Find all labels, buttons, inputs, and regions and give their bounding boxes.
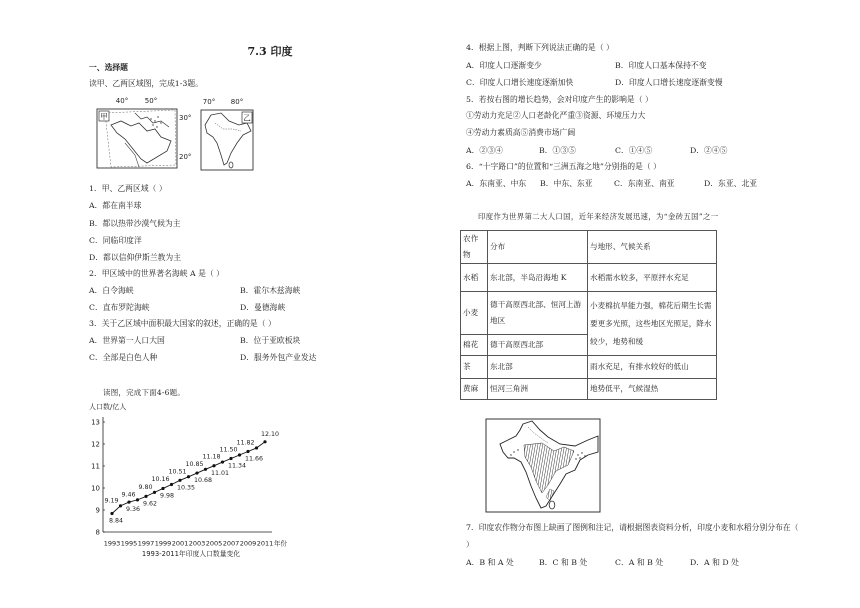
q3-option-a: A．世界第一人口大国 <box>89 336 165 345</box>
q5-option-b: B．①③⑤ <box>539 146 576 155</box>
q2-option-c: C．直布罗陀海峡 <box>89 303 150 312</box>
data-label: 9.19 <box>104 497 119 505</box>
q4-option-a: A．印度人口逐渐变少 <box>466 61 542 70</box>
x-tick-label: 1993 <box>103 539 121 548</box>
table-cell-crop: 棉花 <box>461 335 488 356</box>
sri-lanka-outline <box>549 501 555 509</box>
map-jia-lon-label: 40° <box>115 97 129 105</box>
data-point <box>187 475 190 478</box>
table-cell-crop: 水稻 <box>461 264 488 292</box>
map-jia-label: 甲 <box>100 112 108 121</box>
y-tick-label: 9 <box>95 506 100 515</box>
table-cell-crop: 茶 <box>461 356 488 379</box>
intro-q4-6: 读图，完成下面4-6题。 <box>103 388 185 397</box>
q2-option-a: A．白令海峡 <box>89 286 134 295</box>
q3-option-c: C．全部是白色人种 <box>89 353 158 362</box>
chart-caption: 1993-2011年印度人口数量变化 <box>141 550 241 558</box>
data-point <box>144 495 147 498</box>
q6-option-c: C．东南亚、南亚 <box>614 179 675 188</box>
q7-stem-end: ） <box>466 540 474 549</box>
data-point <box>229 457 232 460</box>
data-label: 9.62 <box>143 500 158 508</box>
map-jia-coastline <box>111 121 171 163</box>
map-jia-lat-label: 30° <box>179 114 192 122</box>
table-cell-distribution: 东北部，半岛沿海地 K <box>488 264 588 292</box>
q4-option-d: D．印度人口增长速度逐渐变慢 <box>615 78 723 87</box>
data-point <box>255 446 258 449</box>
x-tick-label: 2001 <box>171 539 189 548</box>
data-point <box>119 504 122 507</box>
data-label: 10.51 <box>168 468 187 476</box>
data-label: 9.46 <box>121 491 136 499</box>
data-label: 11.18 <box>202 453 221 461</box>
passage-text: 印度作为世界第二大人口国，近年来经济发展迅速，为“金砖五国”之一 <box>478 212 719 221</box>
crop-table <box>460 230 717 400</box>
map-yi-label: 乙 <box>243 113 251 123</box>
map-jia-lat-label: 20° <box>179 153 192 161</box>
data-point <box>246 450 249 453</box>
q2-option-b: B．霍尔木兹海峡 <box>240 286 301 295</box>
x-tick-label: 2011 <box>256 539 274 548</box>
data-label: 8.84 <box>109 517 124 525</box>
map-jia-red-sea <box>125 143 139 167</box>
q5-statement-line: ①劳动力充足②人口老龄化严重③资源、环境压力大 <box>466 111 646 120</box>
table-cell-relation: 地势低平，气候湿热 <box>588 379 717 400</box>
q4-option-c: C．印度人口增长速度逐渐加快 <box>466 78 574 87</box>
q5-option-a: A．②③④ <box>466 146 503 155</box>
table-header-cell: 农作物 <box>461 231 488 264</box>
x-tick-label: 2005 <box>205 539 223 548</box>
q7-option-d: D．A 和 D 处 <box>690 558 739 567</box>
data-label: 11.50 <box>219 446 238 454</box>
q5-statement-line: ④劳动力素质高⑤消费市场广阔 <box>466 128 576 137</box>
data-point <box>263 440 266 443</box>
y-tick-label: 11 <box>91 462 100 471</box>
q7-option-a: A．B 和 A 处 <box>466 558 514 567</box>
table-cell-relation: 小麦棉抗旱能力强，棉花后期生长需要更多光照，这些地区光照足，降水较少，地势和缓 <box>588 292 717 356</box>
map-yi <box>197 93 267 173</box>
q1-stem: 1．甲、乙两区域（ ） <box>89 184 167 193</box>
x-tick-label: 2009 <box>239 539 257 548</box>
data-point <box>178 479 181 482</box>
q2-option-d: D．曼德海峡 <box>240 303 286 312</box>
data-label: 10.16 <box>151 475 170 483</box>
table-header-cell: 分布 <box>488 231 588 264</box>
data-point <box>161 487 164 490</box>
data-point <box>127 500 130 503</box>
data-point <box>212 464 215 467</box>
map-yi-lon-label: 80° <box>230 98 244 106</box>
data-label: 11.01 <box>211 469 230 477</box>
map-yi-island <box>229 162 233 168</box>
x-tick-label: 1995 <box>120 539 138 548</box>
map-yi-lon-label: 70° <box>202 98 216 106</box>
chart-y-axis-label: 人口数/亿人 <box>89 403 127 411</box>
y-tick-label: 10 <box>91 484 100 493</box>
table-header-cell: 与地形、气候关系 <box>588 231 717 264</box>
data-point <box>170 483 173 486</box>
y-tick-label: 13 <box>91 418 100 427</box>
q6-option-d: D．东亚、北亚 <box>704 179 758 188</box>
table-cell-relation: 雨水充足，有排水较好的低山 <box>588 356 717 379</box>
q5-stem: 5．若按右图的增长趋势，会对印度产生的影响是（ ） <box>466 95 653 104</box>
intro-q1-3: 读甲、乙两区域图，完成1-3题。 <box>89 79 203 88</box>
map-jia-lon-label: 50° <box>144 97 158 105</box>
q4-option-b: B．印度人口基本保持不变 <box>615 61 707 70</box>
data-label: 9.80 <box>138 483 153 491</box>
data-point <box>195 471 198 474</box>
table-row <box>461 264 717 292</box>
x-tick-label: 2003 <box>188 539 206 548</box>
india-crop-map <box>484 417 604 515</box>
q4-stem: 4．根据上图，判断下列说法正确的是（ ） <box>466 43 614 52</box>
data-point <box>204 468 207 471</box>
table-row <box>461 379 717 400</box>
data-label: 11.82 <box>236 439 255 447</box>
chart-x-axis-label: 年份 <box>274 539 287 548</box>
q3-option-d: D．服务外包产业发达 <box>240 353 317 362</box>
q7-option-b: B．C 和 B 处 <box>539 558 588 567</box>
table-row <box>461 292 717 335</box>
x-tick-label: 2007 <box>222 539 240 548</box>
table-cell-distribution: 东北部 <box>488 356 588 379</box>
table-cell-crop: 黄麻 <box>461 379 488 400</box>
data-label: 11.66 <box>245 455 264 463</box>
data-label: 11.34 <box>228 462 247 470</box>
q6-option-a: A．东南亚、中东 <box>466 179 527 188</box>
x-tick-label: 1997 <box>137 539 155 548</box>
map-jia <box>95 93 195 173</box>
map-jia-coastline-north <box>135 113 169 127</box>
data-label: 12.10 <box>261 430 280 438</box>
y-tick-label: 12 <box>91 440 100 449</box>
table-cell-distribution: 德干高原西北部 <box>488 335 588 356</box>
data-label: 9.98 <box>160 492 175 500</box>
data-point <box>110 512 113 515</box>
q1-option-b: B．都以热带沙漠气候为主 <box>89 219 181 228</box>
data-point <box>136 498 139 501</box>
data-label: 10.85 <box>185 460 204 468</box>
data-point <box>238 453 241 456</box>
q7-stem: 7．印度农作物分布图上缺画了图例和注记，请根据图表资料分析，印度小麦和水稻分别分布在（ <box>466 523 799 532</box>
table-row <box>461 356 717 379</box>
data-point <box>221 460 224 463</box>
q6-stem: 6．“十字路口”的位置和“三洲五海之地”分别指的是（ ） <box>466 162 661 171</box>
section-heading: 一、选择题 <box>89 63 128 72</box>
y-tick-label: 8 <box>95 528 100 537</box>
q3-stem: 3．关于乙区域中面积最大国家的叙述，正确的是（ ） <box>89 319 276 328</box>
q7-option-c: C．A 和 B 处 <box>615 558 664 567</box>
q5-option-c: C．①④⑤ <box>615 146 653 155</box>
table-cell-relation: 水稻需水较多，平原抨水充足 <box>588 264 717 292</box>
q6-option-b: B．中东、东亚 <box>540 179 593 188</box>
q2-stem: 2．甲区域中的世界著名海峡 A 是（ ） <box>89 269 224 278</box>
table-cell-distribution: 恒河三角洲 <box>488 379 588 400</box>
table-cell-crop: 小麦 <box>461 292 488 335</box>
data-label: 10.68 <box>194 477 213 485</box>
q1-option-d: D．都以信仰伊斯兰教为主 <box>89 253 182 262</box>
q1-option-c: C．同临印度洋 <box>89 236 142 245</box>
x-tick-label: 1999 <box>154 539 172 548</box>
population-line-chart <box>80 395 300 565</box>
q3-option-b: B．位于亚欧板块 <box>240 336 301 345</box>
q1-option-a: A．都在南半球 <box>89 201 142 210</box>
table-header-row <box>461 231 717 264</box>
q5-option-d: D．②④⑤ <box>690 146 728 155</box>
data-label: 10.35 <box>177 484 196 492</box>
page-title: 7.3 印度 <box>247 45 293 58</box>
table-cell-distribution: 德干高原西北部、恒河上游地区 <box>488 292 588 335</box>
data-label: 9.36 <box>126 506 141 514</box>
data-point <box>153 491 156 494</box>
